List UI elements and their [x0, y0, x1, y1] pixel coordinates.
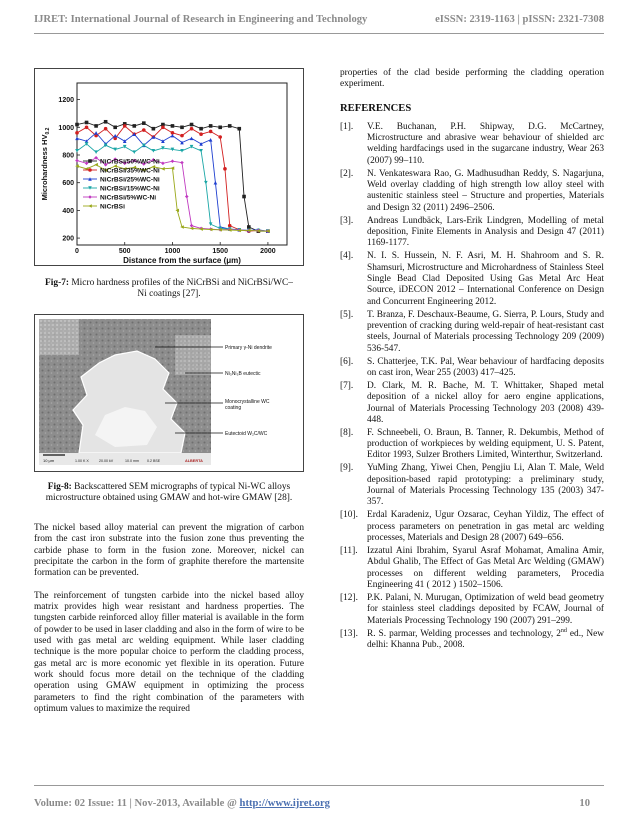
data-point — [228, 124, 232, 128]
legend-entry: NiCrBSi/35%WC-Ni — [100, 167, 160, 175]
y-tick-label: 400 — [62, 207, 74, 215]
reference-number: [4]. — [340, 251, 354, 262]
microhardness-chart — [35, 69, 303, 265]
label-monocrystalline-wc: Monocrystalline WC coating — [225, 399, 270, 411]
reference-text: Izzatul Aini Ibrahim, Syarul Asraf Mohamat, Amalina Amir, Abdul Ghalib, The Effect of Gas Metal Arc Welding (GMAW) processes on different welding parameters, Procedia Engineering 41 ( 2012 ) 1502–1506. — [367, 546, 604, 591]
reference-item — [340, 428, 604, 462]
reference-number: [12]. — [340, 592, 358, 603]
footer-link[interactable]: http://www.ijret.org — [239, 798, 330, 809]
references-list — [340, 122, 604, 652]
data-point — [94, 124, 98, 128]
legend-entry: NiCrBSi — [100, 203, 125, 211]
figure-8-caption — [34, 482, 304, 505]
label-eutectoid: Eutectoid W₂C/WC — [225, 431, 268, 437]
reference-number: [5]. — [340, 309, 354, 320]
reference-number: [9]. — [340, 463, 354, 474]
data-point — [199, 132, 203, 136]
reference-text: F. Schneebeli, O. Braun, B. Tanner, R. Dekumbis, Method of production of workpieces by welding equipment, U. S. Patent, Editor 1993, Sulzer Brothers Limited, Winterthur, Switzerland. — [367, 427, 604, 461]
figure-7 — [34, 68, 304, 266]
body-paragraph-continued: properties of the clad beside performing the cladding operation experiment. — [340, 68, 604, 90]
x-axis-label: Distance from the surface (μm) — [123, 256, 241, 265]
data-point — [218, 126, 222, 130]
data-point — [161, 126, 165, 130]
data-point — [204, 181, 208, 185]
body-paragraph-1: The nickel based alloy material can prevent the migration of carbon from the cast iron substrate into the fusion zone thus preventing the carbide phase to form in the fusion zone. Moreover, nickel can precipitate the carbon in the form of graphite therefore the martensite formation can be prevented. — [34, 522, 304, 579]
data-point — [199, 142, 203, 146]
data-point — [161, 139, 165, 143]
reference-item — [340, 357, 604, 380]
reference-number: [2]. — [340, 168, 354, 179]
data-point — [247, 225, 251, 229]
reference-text: S. Chatterjee, T.K. Pal, Wear behaviour of hardfacing deposits on cast iron, Wear 255 (2003) 417–425. — [367, 356, 604, 378]
legend-entry: NiCrBSi/15%WC-Ni — [100, 185, 160, 193]
data-point — [209, 222, 213, 226]
data-point — [104, 120, 108, 124]
page-header — [34, 14, 604, 25]
reference-text: P.K. Palani, N. Murugan, Optimization of weld bead geometry for stainless steel claddings deposited by FCAW, Journal of Materials Processing Technology 190 (2007) 291–299. — [367, 592, 604, 626]
sem-info-mag: 1.00 K X — [75, 459, 89, 463]
data-point — [142, 128, 146, 132]
data-point — [88, 159, 92, 163]
reference-text: D. Clark, M. R. Bache, M. T. Whittaker, Shaped metal deposition of a nickel alloy for aero engine applications, Journal of Materials Processing Technology 203 (2008) 439-448. — [367, 380, 604, 425]
reference-text — [367, 629, 604, 652]
references-heading: REFERENCES — [340, 102, 412, 114]
y-axis-label — [40, 127, 51, 200]
data-point — [190, 123, 194, 127]
reference-item — [340, 463, 604, 508]
page-number: 10 — [579, 798, 590, 809]
reference-number: [10]. — [340, 510, 358, 521]
reference-text: Erdal Karadeniz, Ugur Ozsarac, Ceyhan Yildiz, The effect of process parameters on penetration in gas metal arc welding processes, Materials and Design 28 (2007) 649–656. — [367, 510, 604, 544]
figure-7-caption-text: Micro hardness profiles of the NiCrBSi and NiCrBSi/WC–Ni coatings [27]. — [69, 278, 293, 300]
y-tick-label: 200 — [62, 235, 74, 243]
x-tick-label: 2000 — [260, 248, 276, 255]
figure-7-label: Fig-7: — [45, 278, 69, 288]
data-point — [161, 167, 165, 171]
university-logo: ALBERTA — [185, 459, 203, 463]
data-point — [104, 127, 108, 131]
data-point — [214, 181, 218, 185]
data-point — [209, 130, 213, 134]
data-point — [75, 159, 79, 163]
data-point — [113, 134, 117, 138]
data-point — [161, 162, 165, 166]
y-tick-label: 1000 — [58, 124, 74, 132]
reference-text: V.E. Buchanan, P.H. Shipway, D.G. McCartney, Microstructure and abrasive wear behaviour of shielded arc welding hardfacings used in the sugarcane industry, Wear 263 (2007) 99–110. — [367, 121, 604, 166]
x-tick-label: 1000 — [164, 248, 181, 255]
reference-text: Andreas Lundbäck, Lars-Erik Lindgren, Modelling of metal deposition, Finite Elements in Analysis and Design 47 (2011) 1169-1177. — [367, 215, 604, 249]
data-point — [171, 159, 175, 163]
data-point — [190, 137, 194, 141]
data-point — [199, 127, 203, 131]
reference-item — [340, 629, 604, 652]
data-point — [223, 167, 227, 171]
data-point — [171, 124, 175, 128]
data-point — [113, 126, 117, 130]
data-point — [171, 134, 175, 138]
data-point — [75, 131, 79, 135]
data-point — [85, 126, 89, 130]
eutectic-region — [39, 319, 79, 355]
sem-info-wd: 10.0 mm — [125, 459, 139, 463]
y-axis-label-main: Microhardness HV — [40, 134, 49, 201]
figure-8-caption-text: Backscattered SEM micrographs of typical Ni-WC alloys microstructure obtained using GMAW and hot-wire GMAW [28]. — [45, 482, 293, 504]
data-point — [242, 195, 246, 199]
data-point — [237, 127, 241, 131]
data-point — [152, 127, 156, 131]
reference-item — [340, 510, 604, 544]
reference-item — [340, 169, 604, 214]
reference-number: [3]. — [340, 215, 354, 226]
figure-7-caption — [34, 278, 304, 314]
data-point — [132, 124, 136, 128]
data-point — [94, 131, 98, 135]
reference-item — [340, 122, 604, 167]
reference-superscript: nd — [560, 627, 567, 634]
data-point — [209, 138, 213, 142]
data-point — [75, 123, 79, 127]
footer-rule — [34, 785, 604, 786]
reference-number: [8]. — [340, 427, 354, 438]
right-column — [340, 68, 604, 653]
reference-item — [340, 546, 604, 591]
data-point — [123, 124, 127, 128]
reference-item — [340, 310, 604, 355]
data-point — [88, 204, 92, 208]
reference-number: [7]. — [340, 380, 354, 391]
data-point — [185, 195, 189, 199]
data-point — [85, 121, 89, 125]
reference-text-part: R. S. parmar, Welding processes and technology, 2 — [367, 628, 561, 639]
figure-8-label: Fig-8: — [47, 482, 72, 492]
reference-text: YuMing Zhang, Yiwei Chen, Pengjiu Li, Alan T. Male, Weld deposition-based rapid prototyping: a preliminary study, Journal of Materials Processing Technology 135 (2003) 347-357. — [367, 463, 604, 508]
reference-number: [1]. — [340, 121, 354, 132]
issn-label: eISSN: 2319-1163 | pISSN: 2321-7308 — [435, 14, 604, 25]
data-point — [94, 163, 98, 167]
figure-8 — [34, 314, 304, 472]
legend-entry: NiCrBSi/25%WC-Ni — [100, 176, 160, 184]
data-point — [85, 162, 89, 166]
data-point — [94, 150, 98, 154]
y-tick-label: 600 — [62, 180, 74, 188]
data-point — [75, 149, 79, 153]
reference-text: N. Venkateswara Rao, G. Madhusudhan Reddy, S. Nagarjuna, Weld overlay cladding of high strength low alloy steel with austenitic stainless steel – Structure and properties, Materials and Design 32 (2011) 2496–2506. — [367, 168, 604, 213]
page-footer — [34, 798, 604, 809]
eutectic-region — [175, 335, 211, 375]
x-tick-label: 0 — [75, 248, 79, 255]
sem-micrograph — [35, 315, 303, 471]
sem-info-kv: 20.00 kV — [99, 459, 114, 463]
x-tick-label: 1500 — [212, 248, 228, 255]
body-paragraph-2: The reinforcement of tungsten carbide into the nickel based alloy matrix provides high wear resistant and hardness properties. The tungsten carbide reinforced alloy filler material is available in the form of powder to be used in laser cladding and also in the form of wire to be used with gas metal arc welding equipment. While laser cladding technique is the more popular choice to perform the cladding process, gas metal arc is more economic yet flexible in its operation. Future work should focus more detail on the technique of the cladding operation using GMAW equipment in optimizing the process parameters to find the right combination of the parameters with optimum values to maximize the required — [34, 590, 304, 714]
y-tick-label: 800 — [62, 152, 74, 160]
data-point — [190, 145, 194, 149]
reference-number: [6]. — [340, 356, 354, 367]
label-eutectic: Ni₃Ni₃B eutectic — [225, 371, 261, 377]
data-point — [190, 127, 194, 131]
y-tick-label: 1200 — [58, 97, 74, 105]
data-point — [199, 149, 203, 153]
data-point — [180, 134, 184, 138]
data-point — [228, 224, 232, 228]
x-tick-label: 500 — [118, 248, 131, 255]
reference-item — [340, 381, 604, 426]
data-point — [209, 124, 213, 128]
footer-volume: Volume: 02 Issue: 11 | Nov-2013, Available @ — [34, 798, 240, 809]
legend-entry: NiCrBSi/50%WC-Ni — [100, 158, 160, 166]
data-point — [218, 135, 222, 139]
data-point — [142, 121, 146, 125]
legend-entry: NiCrBSi/5%WC-Ni — [100, 194, 157, 202]
reference-number: [13]. — [340, 628, 358, 639]
label-primary-dendrite: Primary γ-Ni dendrite — [225, 345, 272, 351]
data-point — [180, 161, 184, 165]
data-point — [88, 195, 92, 199]
reference-item — [340, 593, 604, 627]
journal-title: IJRET: International Journal of Research in Engineering and Technology — [34, 14, 368, 25]
reference-item — [340, 216, 604, 250]
reference-item — [340, 251, 604, 308]
data-point — [88, 168, 92, 172]
scale-bar-label: 10 μm — [43, 458, 55, 463]
data-point — [132, 150, 136, 154]
reference-number: [11]. — [340, 546, 358, 556]
data-point — [180, 126, 184, 130]
reference-text: N. I. S. Hussein, N. F. Asri, M. H. Shahroom and S. R. Shamsuri, Microstructure and Microhardness of Stainless Steel Single Bead Clad Deposited Using Gas Metal Arc Heat Source, iDECON 2012 – International Conference on Design and Concurrent Engineering 2012. — [367, 251, 604, 307]
left-column — [34, 68, 304, 715]
sem-info-det: 0.2 BSE — [147, 459, 161, 463]
reference-text-part: ed., New delhi: Khanna Pub., 2008. — [367, 628, 604, 650]
header-rule — [34, 33, 604, 34]
reference-text: T. Branza, F. Deschaux-Beaume, G. Sierra, P. Lours, Study and prevention of cracking during weld-repair of heat-resistant cast steels, Journal of Materials processing Technology 209 (2009) 536-547. — [367, 309, 604, 354]
y-axis-label-subscript: 0.2 — [45, 127, 51, 135]
